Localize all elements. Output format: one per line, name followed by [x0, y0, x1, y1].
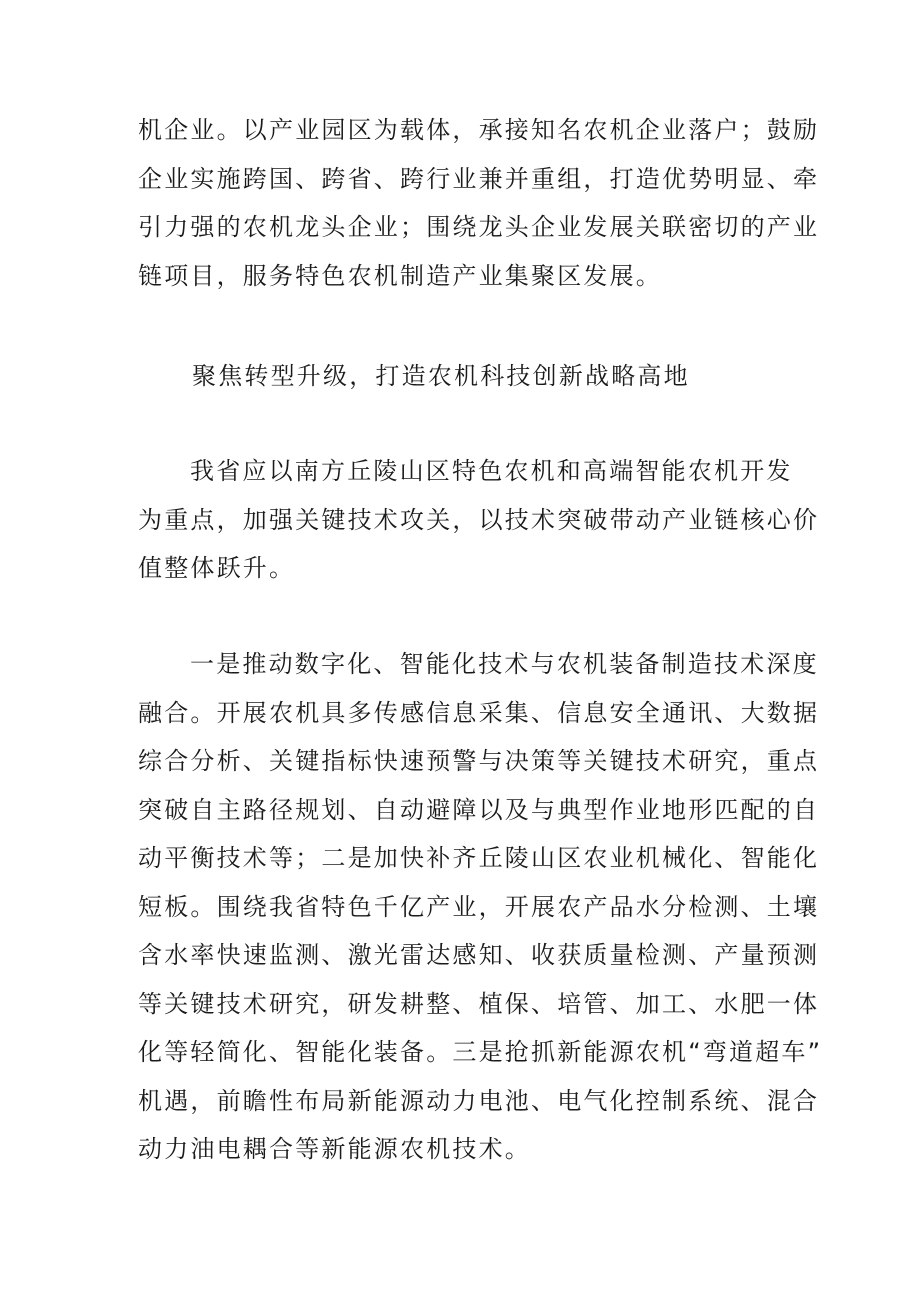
paragraph-line: 链项目，服务特色农机制造产业集聚区发展。	[138, 261, 662, 290]
section-heading: 聚焦转型升级，打造农机科技创新战略高地	[192, 362, 690, 390]
paragraph-line: 动平衡技术等；二是加快补齐丘陵山区农业机械化、智能化	[138, 844, 820, 872]
paragraph-line: 短板。围绕我省特色千亿产业，开展农产品水分检测、土壤	[138, 892, 820, 921]
paragraph-line: 综合分析、关键指标快速预警与决策等关键技术研究，重点	[138, 747, 820, 775]
paragraph-line: 动力油电耦合等新能源农机技术。	[138, 1135, 531, 1163]
paragraph-line: 为重点，加强关键技术攻关，以技术突破带动产业链核心价	[138, 505, 820, 534]
paragraph-measures	[138, 640, 823, 1174]
paragraph-line: 突破自主路径规划、自动避障以及与典型作业地形匹配的自	[138, 795, 820, 824]
paragraph-line: 值整体跃升。	[138, 554, 296, 582]
paragraph-line: 一是推动数字化、智能化技术与农机装备制造技术深度	[190, 650, 819, 678]
paragraph-line: 引力强的农机龙头企业；围绕龙头企业发展关联密切的产业	[138, 213, 820, 241]
paragraph-line: 化等轻简化、智能化装备。三是抢抓新能源农机“弯道超车”	[138, 1038, 823, 1066]
paragraph-line: 我省应以南方丘陵山区特色农机和高端智能农机开发	[190, 457, 793, 485]
paragraph-line: 等关键技术研究，研发耕整、植保、培管、加工、水肥一体	[138, 989, 820, 1018]
paragraph-line: 机遇，前瞻性布局新能源动力电池、电气化控制系统、混合	[138, 1086, 820, 1115]
paragraph-intro	[138, 447, 820, 593]
paragraph-line: 机企业。以产业园区为载体，承接知名农机企业落户；鼓励	[138, 116, 820, 144]
paragraph-line: 含水率快速监测、激光雷达感知、收获质量检测、产量预测	[138, 941, 820, 969]
paragraph-line: 企业实施跨国、跨省、跨行业兼并重组，打造优势明显、牵	[138, 164, 820, 193]
paragraph-continuation	[138, 106, 820, 300]
paragraph-line: 融合。开展农机具多传感信息采集、信息安全通讯、大数据	[138, 698, 820, 727]
